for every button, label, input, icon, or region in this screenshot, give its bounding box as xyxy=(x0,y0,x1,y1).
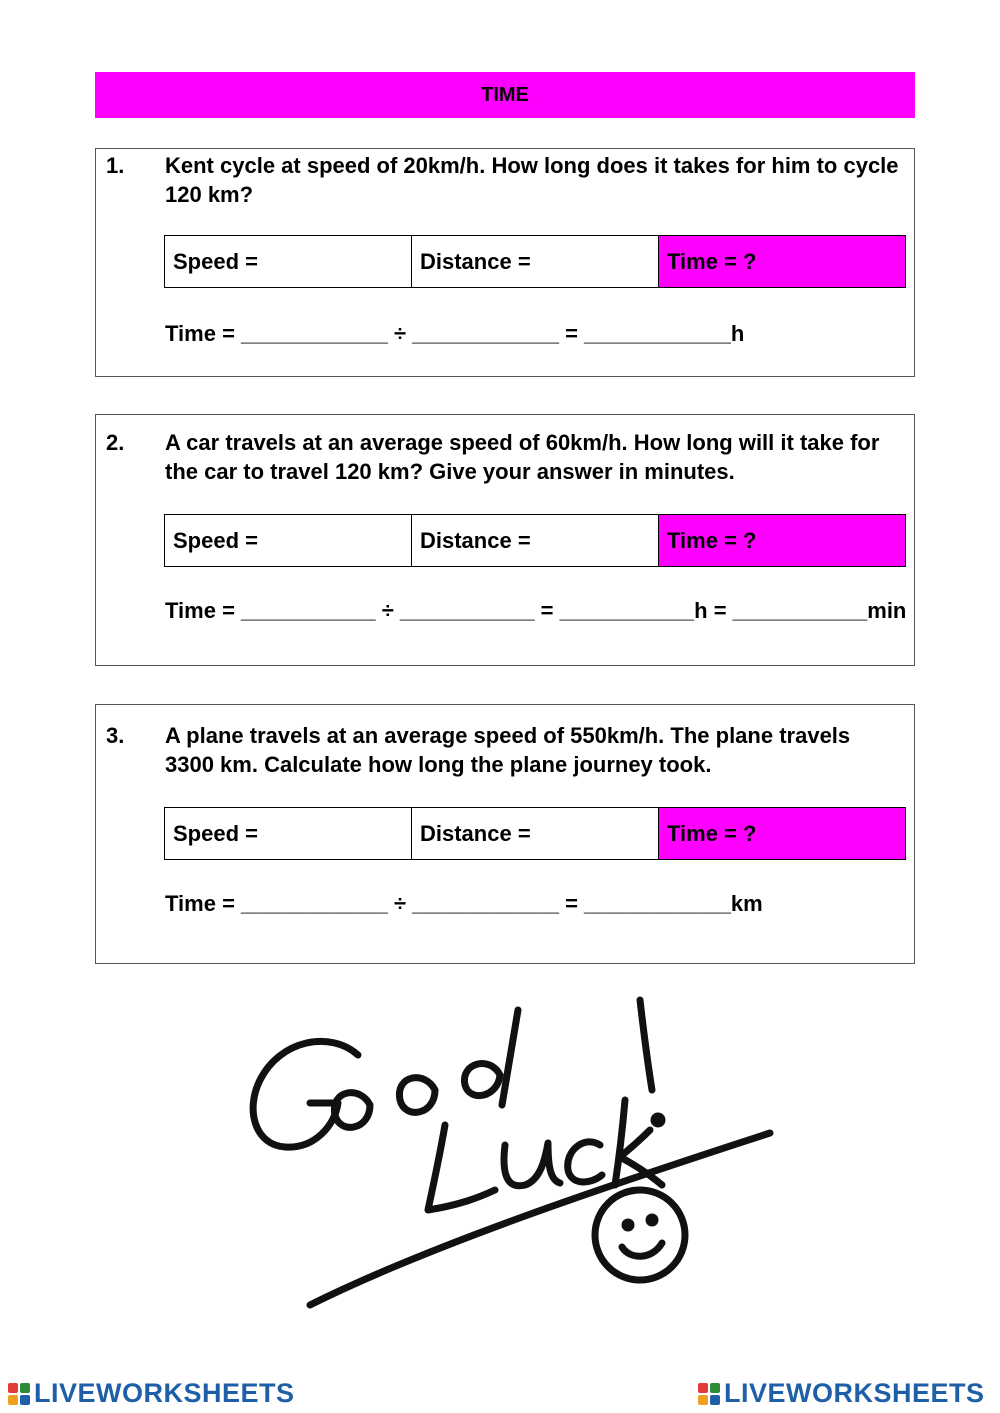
speed-cell[interactable]: Speed = xyxy=(165,236,412,287)
question-3-box xyxy=(95,704,915,964)
logo-text: LIVEWORKSHEETS xyxy=(724,1378,985,1408)
question-text: A plane travels at an average speed of 550km/h. The plane travels 3300 km. Calculate how long the plane journey took. xyxy=(165,723,851,777)
speed-cell[interactable]: Speed = xyxy=(165,515,412,566)
speed-distance-time-table xyxy=(164,514,906,567)
footer-logo-left xyxy=(8,1378,295,1409)
time-formula[interactable]: Time = ___________ ÷ ___________ = ___________h = ___________min xyxy=(165,598,907,623)
speed-distance-time-table xyxy=(164,235,906,288)
question-2-box xyxy=(95,414,915,666)
question-1-box xyxy=(95,148,915,377)
speed-cell[interactable]: Speed = xyxy=(165,808,412,859)
question-number: 3. xyxy=(106,723,125,748)
question-text: A car travels at an average speed of 60km/h. How long will it take for the car to travel 120 km? Give your answer in minutes. xyxy=(165,430,880,484)
distance-cell[interactable]: Distance = xyxy=(412,515,659,566)
logo-squares-icon xyxy=(698,1383,720,1405)
time-cell: Time = ? xyxy=(659,236,905,287)
distance-cell[interactable]: Distance = xyxy=(412,236,659,287)
speed-distance-time-table xyxy=(164,807,906,860)
time-cell: Time = ? xyxy=(659,808,905,859)
logo-text: LIVEWORKSHEETS xyxy=(34,1378,295,1408)
footer-logo-right xyxy=(698,1378,985,1409)
logo-squares-icon xyxy=(8,1383,30,1405)
worksheet-title: TIME xyxy=(95,72,915,118)
question-number: 2. xyxy=(106,430,125,455)
question-number: 1. xyxy=(106,153,125,178)
time-formula[interactable]: Time = ____________ ÷ ____________ = ____________km xyxy=(165,891,763,916)
time-formula[interactable]: Time = ____________ ÷ ____________ = ____________h xyxy=(165,321,745,346)
time-cell: Time = ? xyxy=(659,515,905,566)
good-luck-handwriting-image xyxy=(230,985,790,1325)
question-text: Kent cycle at speed of 20km/h. How long does it takes for him to cycle 120 km? xyxy=(165,153,899,207)
distance-cell[interactable]: Distance = xyxy=(412,808,659,859)
